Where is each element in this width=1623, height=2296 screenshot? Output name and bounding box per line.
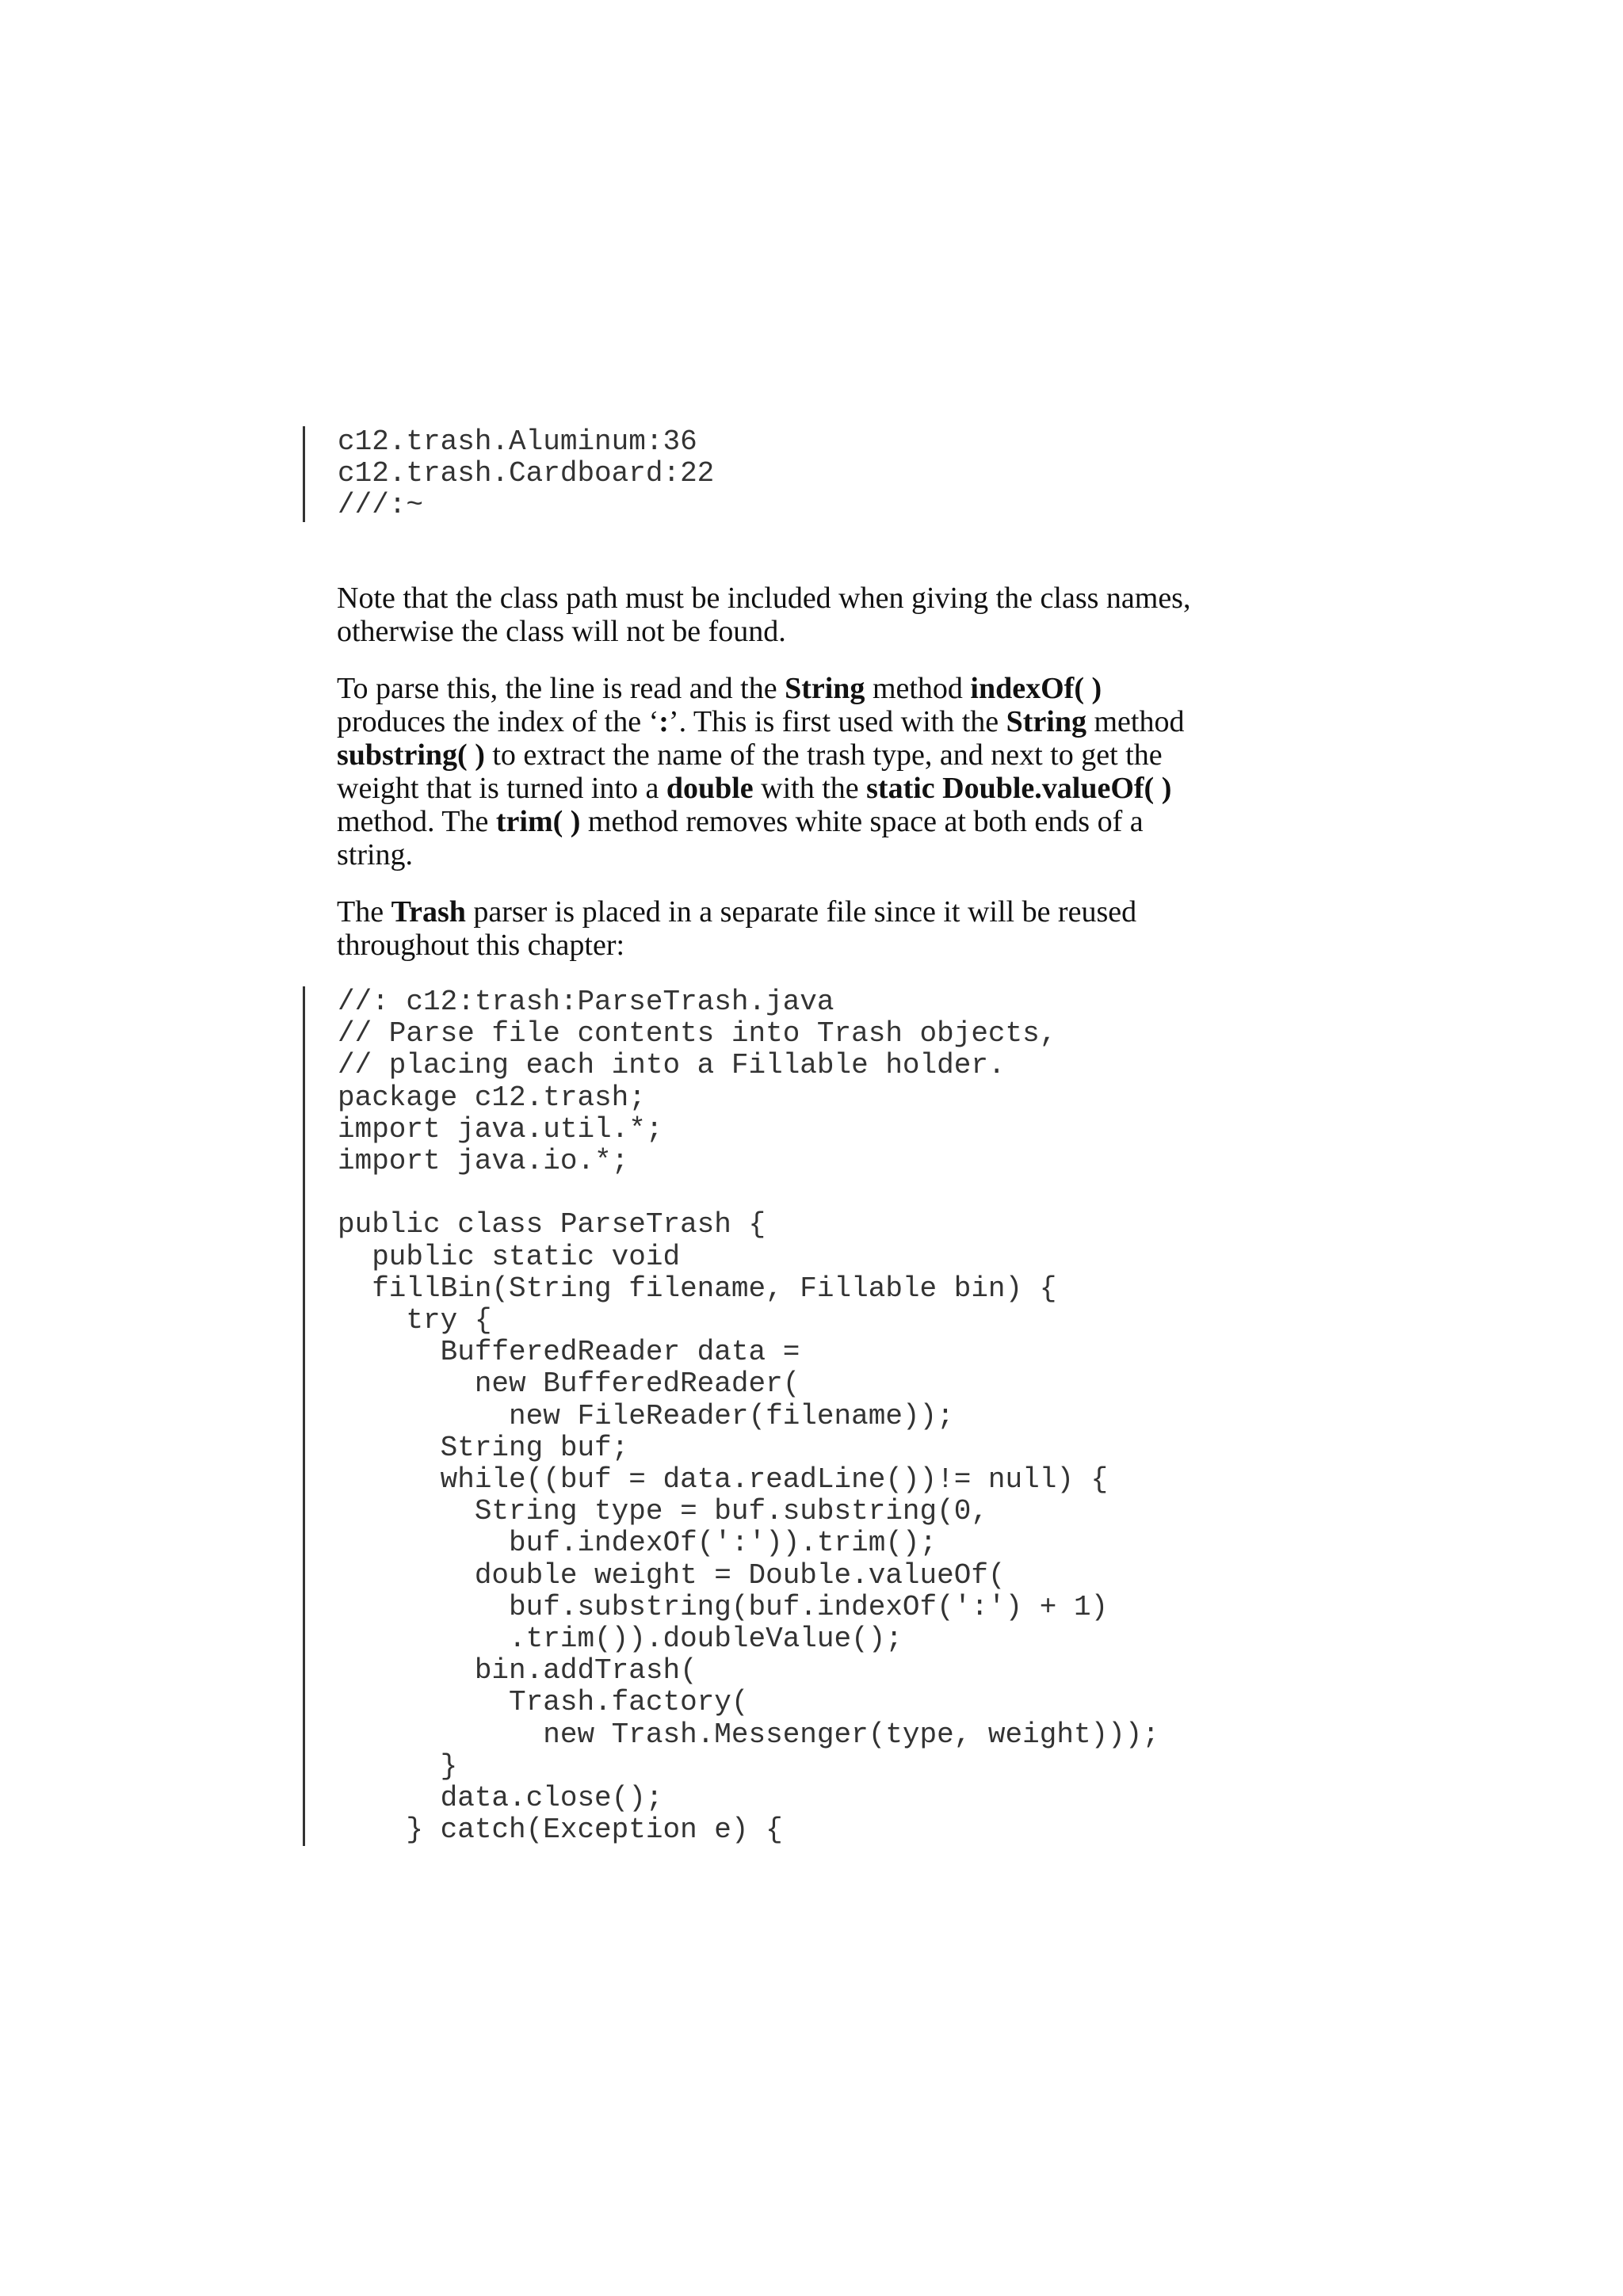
paragraph-class-path-note: Note that the class path must be included when giving the class names, otherwise the class will not be found. (337, 582, 1191, 648)
code-text: c12.trash.Aluminum:36 c12.trash.Cardboard:22 ///:~ (338, 425, 715, 522)
code-text: //: c12:trash:ParseTrash.java // Parse file contents into Trash objects, // placing each into a Fillable holder. package c12.trash; import java.util.*; import java.io.*; public class ParseTrash { public static void fillBin(String filename, Fillable bin) { try { BufferedReader data = new BufferedReader( new FileReader(filename)); String buf; while((buf = data.readLine())!= null) { String type = buf.substring(0, buf.indexOf(':')).trim(); double weight = Double.valueOf( buf.substring(buf.indexOf(':') + 1) .trim()).doubleValue(); bin.addTrash( Trash.factory( new Trash.Messenger(type, weight))); } data.close(); } catch(Exception e) { (338, 986, 1159, 1847)
paragraph-parse-explanation: To parse this, the line is read and the String method indexOf( ) produces the index of the ‘:’. This is first used with the String method substring( ) to extract the name of the trash type, and next to get the weight that is turned into a double with the static Double.valueOf( ) method. The trim( ) method removes white space at both ends of a string. (337, 672, 1185, 871)
paragraph-trash-parser-intro: The Trash parser is placed in a separate file since it will be reused throughout this chapter: (337, 895, 1137, 962)
code-block-parsetrash (303, 986, 1159, 1846)
code-block-output (303, 426, 714, 522)
